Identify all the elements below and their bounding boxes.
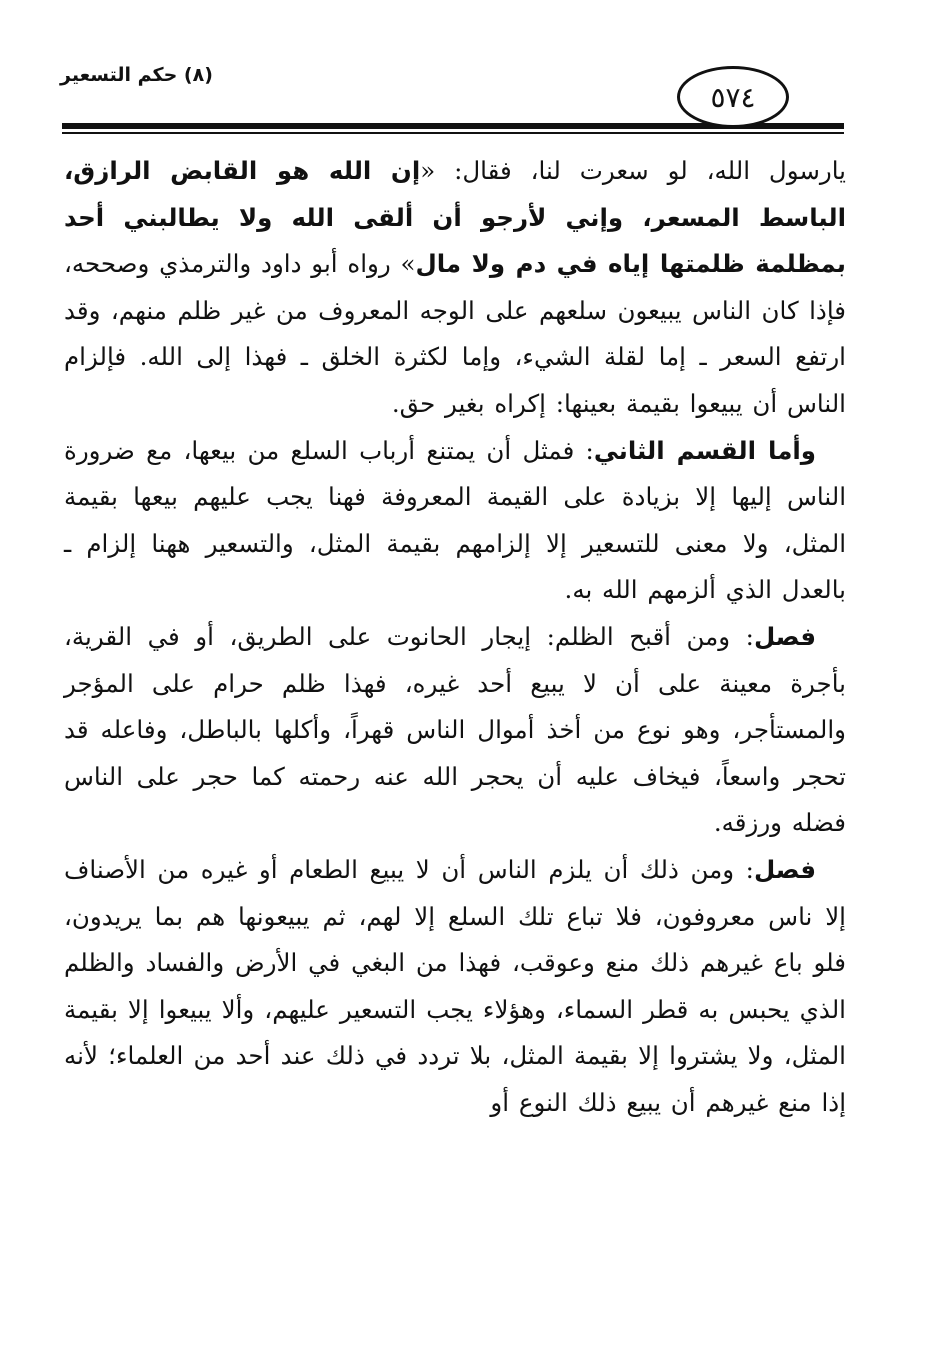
paragraph-text: » رواه أبو داود والترمذي وصححه، فإذا كان الناس يبيعون سلعهم على الوجه المعروف من غير ظلم منهم، وقد ارتفع السعر ـ إما لقلة الشيء، وإما لكثرة الخلق ـ فهذا إلى الله. فإلزام الناس أن يبيعوا بقيمة بعينها: إكراه بغير حق. [63,249,846,418]
page-number-oval [677,66,789,128]
fasl-heading: فصل [753,854,816,884]
paragraph-fasl-1 [64,614,846,847]
paragraph-text: يارسول الله، لو سعرت لنا، فقال: « [420,156,846,185]
page-body [64,148,846,1126]
header-rule-thin [62,132,844,134]
paragraph-fasl-2 [64,847,846,1127]
paragraph-second-section [64,428,846,614]
page-number: ٥٧٤ [710,80,756,114]
section-heading: وأما القسم الثاني [593,435,817,465]
fasl-heading: فصل [753,621,816,651]
paragraph-text: : ومن ذلك أن يلزم الناس أن لا يبيع الطعام أو غيره من الأصناف إلا ناس معروفون، فلا تباع تلك السلع إلا لهم، ثم يبيعونها هم بما يريدون، فلو باع غيرهم ذلك منع وعوقب، فهذا من البغي في الأرض والفساد والظلم الذي يحبس به قطر السماء، وهؤلاء يجب التسعير عليهم، وألا يبيعوا إلا بقيمة المثل، ولا يشتروا إلا بقيمة المثل، بلا تردد في ذلك عند أحد من العلماء؛ لأنه إذا منع غيرهم أن يبيع ذلك النوع أو [64,854,846,1117]
chapter-title: (٨) حكم التسعير [60,64,213,86]
hadith-quote: إن الله هو القابض الرازق، الباسط المسعر، وإني لأرجو أن ألقى الله ولا يطالبني أحد بمظلمة ظلمتها إياه في دم ولا مال [64,156,846,279]
paragraph-text: : فمثل أن يمتنع أرباب السلع من بيعها، مع ضرورة الناس إليها إلا بزيادة على القيمة المعروفة فهنا يجب عليهم بيعها بقيمة المثل، ولا معنى للتسعير إلا إلزامهم بقيمة المثل، والتسعير ههنا إلزام ـ بالعدل الذي ألزمهم الله به. [64,435,846,605]
paragraph-text: : ومن أقبح الظلم: إيجار الحانوت على الطريق، أو في القرية، بأجرة معينة على أن لا يبيع أحد غيره، فهذا ظلم حرام على المؤجر والمستأجر، وهو نوع من أخذ أموال الناس قهراً، وأكلها بالباطل، وفاعله قد تحجر واسعاً، فيخاف عليه أن يحجر الله عنه رحمته كما حجر على الناس فضله ورزقه. [64,621,846,838]
paragraph-hadith [64,148,846,428]
page-header [0,0,942,160]
